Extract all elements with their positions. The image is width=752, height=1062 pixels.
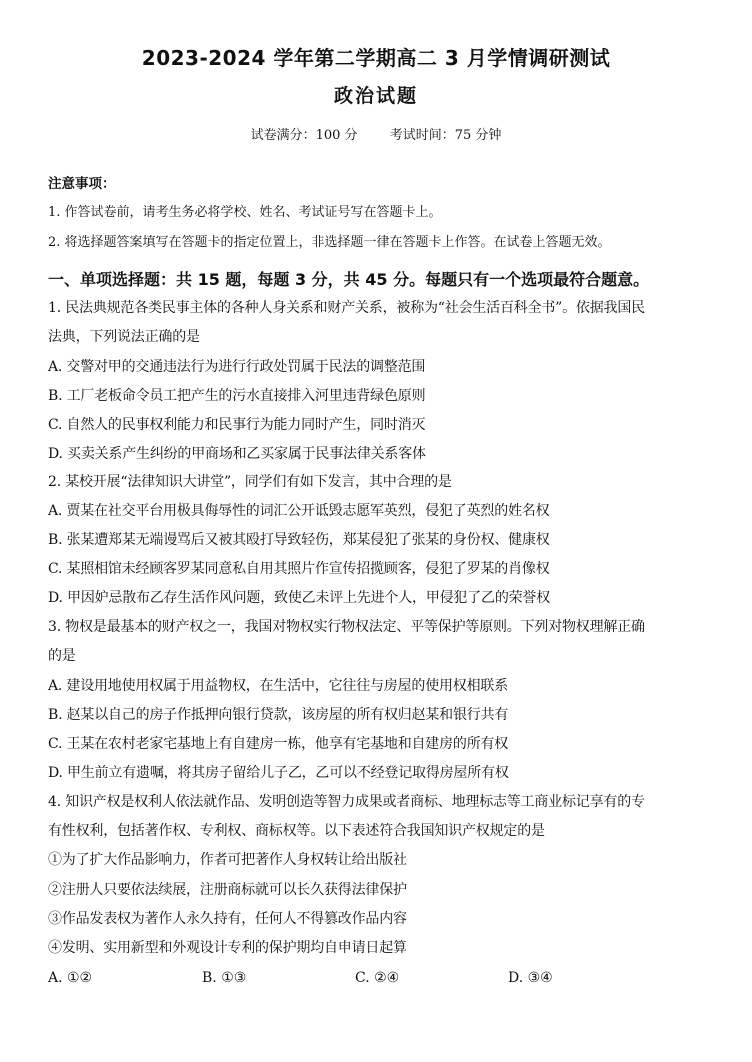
question-stem: 有性权利，包括著作权、专利权、商标权等。以下表述符合我国知识产权规定的是 [48,823,545,839]
option-b: B. ①③ [202,970,247,986]
option-d: D. ③④ [508,970,553,986]
option-a: A. ①② [48,970,93,986]
option-d: D. 买卖关系产生纠纷的甲商场和乙买家属于民事法律关系客体 [48,446,426,462]
question-stem: 2. 某校开展“法律知识大讲堂”，同学们有如下发言，其中合理的是 [48,474,452,490]
option-a: A. 建设用地使用权属于用益物权，在生活中，它往往与房屋的使用权相联系 [48,678,509,694]
option-b: B. 张某遭郑某无端谩骂后又被其殴打导致轻伤，郑某侵犯了张某的身份权、健康权 [48,532,550,548]
option-c: C. 王某在农村老家宅基地上有自建房一栋，他享有宅基地和自建房的所有权 [48,736,509,752]
option-d: D. 甲因妒忌散布乙存生活作风问题，致使乙未评上先进个人，甲侵犯了乙的荣誉权 [48,590,551,606]
option-d: D. 甲生前立有遗嘱，将其房子留给儿子乙，乙可以不经登记取得房屋所有权 [48,765,509,781]
question-stem: 3. 物权是最基本的财产权之一，我国对物权实行物权法定、平等保护等原则。下列对物权理解正确 [48,619,645,635]
statement: ②注册人只要依法续展，注册商标就可以长久获得法律保护 [48,882,407,898]
subject-title: 政治试题 [333,85,418,107]
notice-title: 注意事项： [48,176,116,192]
option-c: C. ②④ [355,970,400,986]
section-heading: 一、单项选择题：共 15 题，每题 3 分，共 45 分。每题只有一个选项最符合题意。 [48,270,650,289]
option-b: B. 工厂老板命令员工把产生的污水直接排入河里违背绿色原则 [48,388,426,404]
question-stem: 法典，下列说法正确的是 [48,329,200,345]
question-stem: 的是 [48,648,76,664]
notice-item: 2. 将选择题答案填写在答题卡的指定位置上，非选择题一律在答题卡上作答。在试卷上答题无效。 [48,235,611,250]
option-a: A. 贾某在社交平台用极具侮辱性的词汇公开诋毁志愿军英烈，侵犯了英烈的姓名权 [48,503,550,519]
exam-meta [0,124,752,143]
option-c: C. 自然人的民事权利能力和民事行为能力同时产生，同时消灭 [48,417,426,433]
question-stem: 4. 知识产权是权利人依法就作品、发明创造等智力成果或者商标、地理标志等工商业标记享有的专 [48,794,645,810]
exam-title: 2023-2024 学年第二学期高二 3 月学情调研测试 [141,46,611,70]
question-stem: 1. 民法典规范各类民事主体的各种人身关系和财产关系，被称为“社会生活百科全书”。依据我国民 [48,300,645,316]
full-score: 试卷满分：100 分 [250,128,358,143]
answer-options [48,970,668,990]
exam-time: 考试时间：75 分钟 [389,128,502,143]
statement: ③作品发表权为著作人永久持有，任何人不得篡改作品内容 [48,911,407,927]
statement: ④发明、实用新型和外观设计专利的保护期均自申请日起算 [48,940,407,956]
notice-item: 1. 作答试卷前，请考生务必将学校、姓名、考试证号写在答题卡上。 [48,205,442,220]
option-a: A. 交警对甲的交通违法行为进行行政处罚属于民法的调整范围 [48,359,426,375]
option-b: B. 赵某以自己的房子作抵押向银行贷款，该房屋的所有权归赵某和银行共有 [48,707,509,723]
option-c: C. 某照相馆未经顾客罗某同意私自用其照片作宣传招揽顾客，侵犯了罗某的肖像权 [48,561,550,577]
statement: ①为了扩大作品影响力，作者可把著作人身权转让给出版社 [48,852,407,868]
